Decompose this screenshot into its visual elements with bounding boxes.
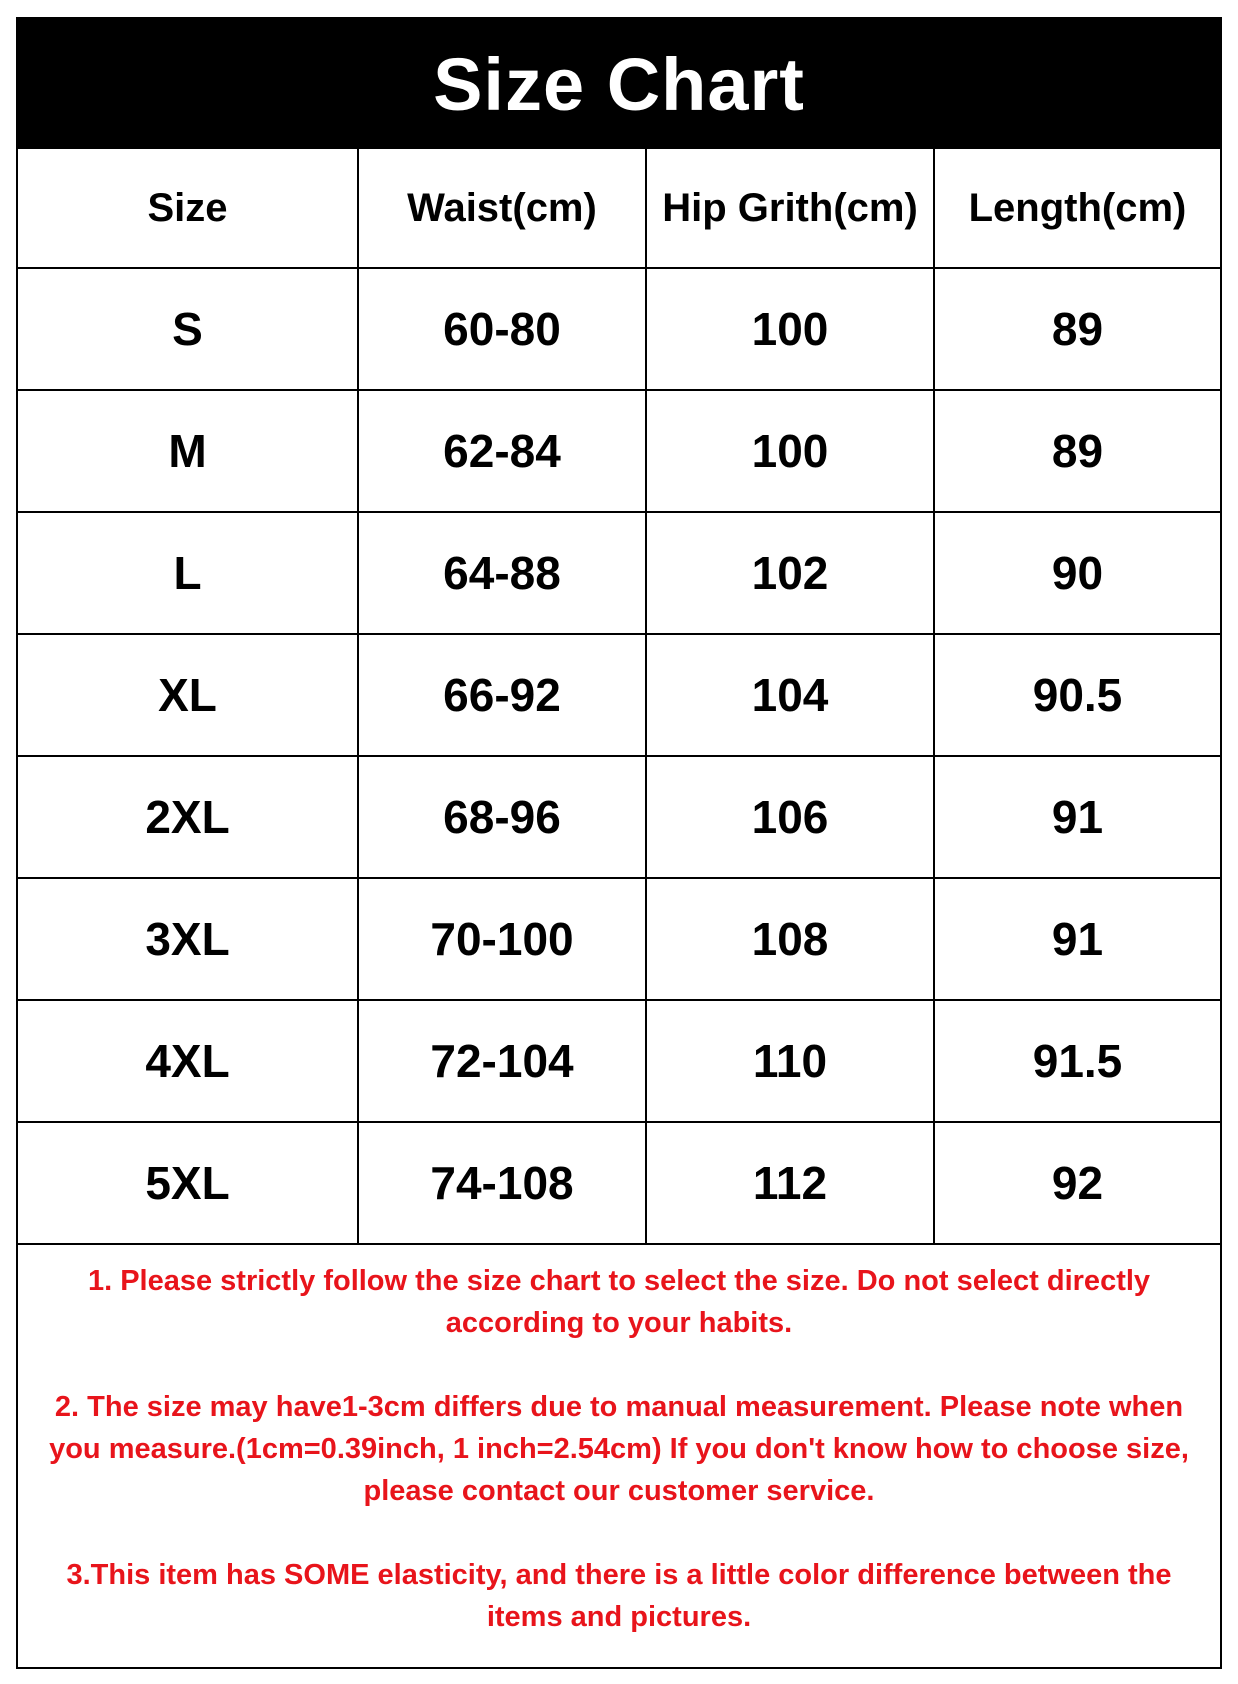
table-row [18,268,1220,390]
cell-hip: 104 [646,634,934,756]
cell-length: 89 [934,390,1220,512]
table-row [18,1122,1220,1244]
cell-waist: 68-96 [358,756,646,878]
header-size: Size [18,149,358,268]
cell-size: L [18,512,358,634]
cell-hip: 112 [646,1122,934,1244]
table-row [18,878,1220,1000]
cell-hip: 100 [646,390,934,512]
cell-length: 90 [934,512,1220,634]
cell-length: 89 [934,268,1220,390]
header-hip: Hip Grith(cm) [646,149,934,268]
header-length: Length(cm) [934,149,1220,268]
cell-hip: 108 [646,878,934,1000]
cell-size: 5XL [18,1122,358,1244]
note-3: 3.This item has SOME elasticity, and there is a little color difference between the items and pictures. [66,1559,1172,1633]
cell-waist: 64-88 [358,512,646,634]
table-row [18,390,1220,512]
cell-length: 91 [934,878,1220,1000]
header-row [18,149,1220,268]
cell-hip: 110 [646,1000,934,1122]
size-chart-title: Size Chart [18,19,1220,149]
table-row [18,756,1220,878]
size-notes [18,1260,1220,1680]
cell-size: 2XL [18,756,358,878]
size-chart-frame [16,17,1222,1669]
cell-length: 90.5 [934,634,1220,756]
size-table [18,149,1220,1245]
cell-hip: 106 [646,756,934,878]
cell-size: 4XL [18,1000,358,1122]
cell-size: M [18,390,358,512]
cell-waist: 62-84 [358,390,646,512]
cell-length: 91 [934,756,1220,878]
cell-hip: 100 [646,268,934,390]
cell-waist: 66-92 [358,634,646,756]
header-waist: Waist(cm) [358,149,646,268]
cell-length: 92 [934,1122,1220,1244]
cell-hip: 102 [646,512,934,634]
note-2: 2. The size may have1-3cm differs due to manual measurement. Please note when you measure.(1cm=0.39inch, 1 inch=2.54cm) If you don't know how to choose size, please contact our customer service. [49,1391,1189,1507]
cell-size: XL [18,634,358,756]
table-row [18,634,1220,756]
cell-waist: 70-100 [358,878,646,1000]
table-row [18,1000,1220,1122]
note-1: 1. Please strictly follow the size chart to select the size. Do not select directly according to your habits. [87,1265,1151,1339]
cell-size: S [18,268,358,390]
cell-waist: 72-104 [358,1000,646,1122]
cell-size: 3XL [18,878,358,1000]
cell-waist: 60-80 [358,268,646,390]
cell-length: 91.5 [934,1000,1220,1122]
cell-waist: 74-108 [358,1122,646,1244]
table-row [18,512,1220,634]
